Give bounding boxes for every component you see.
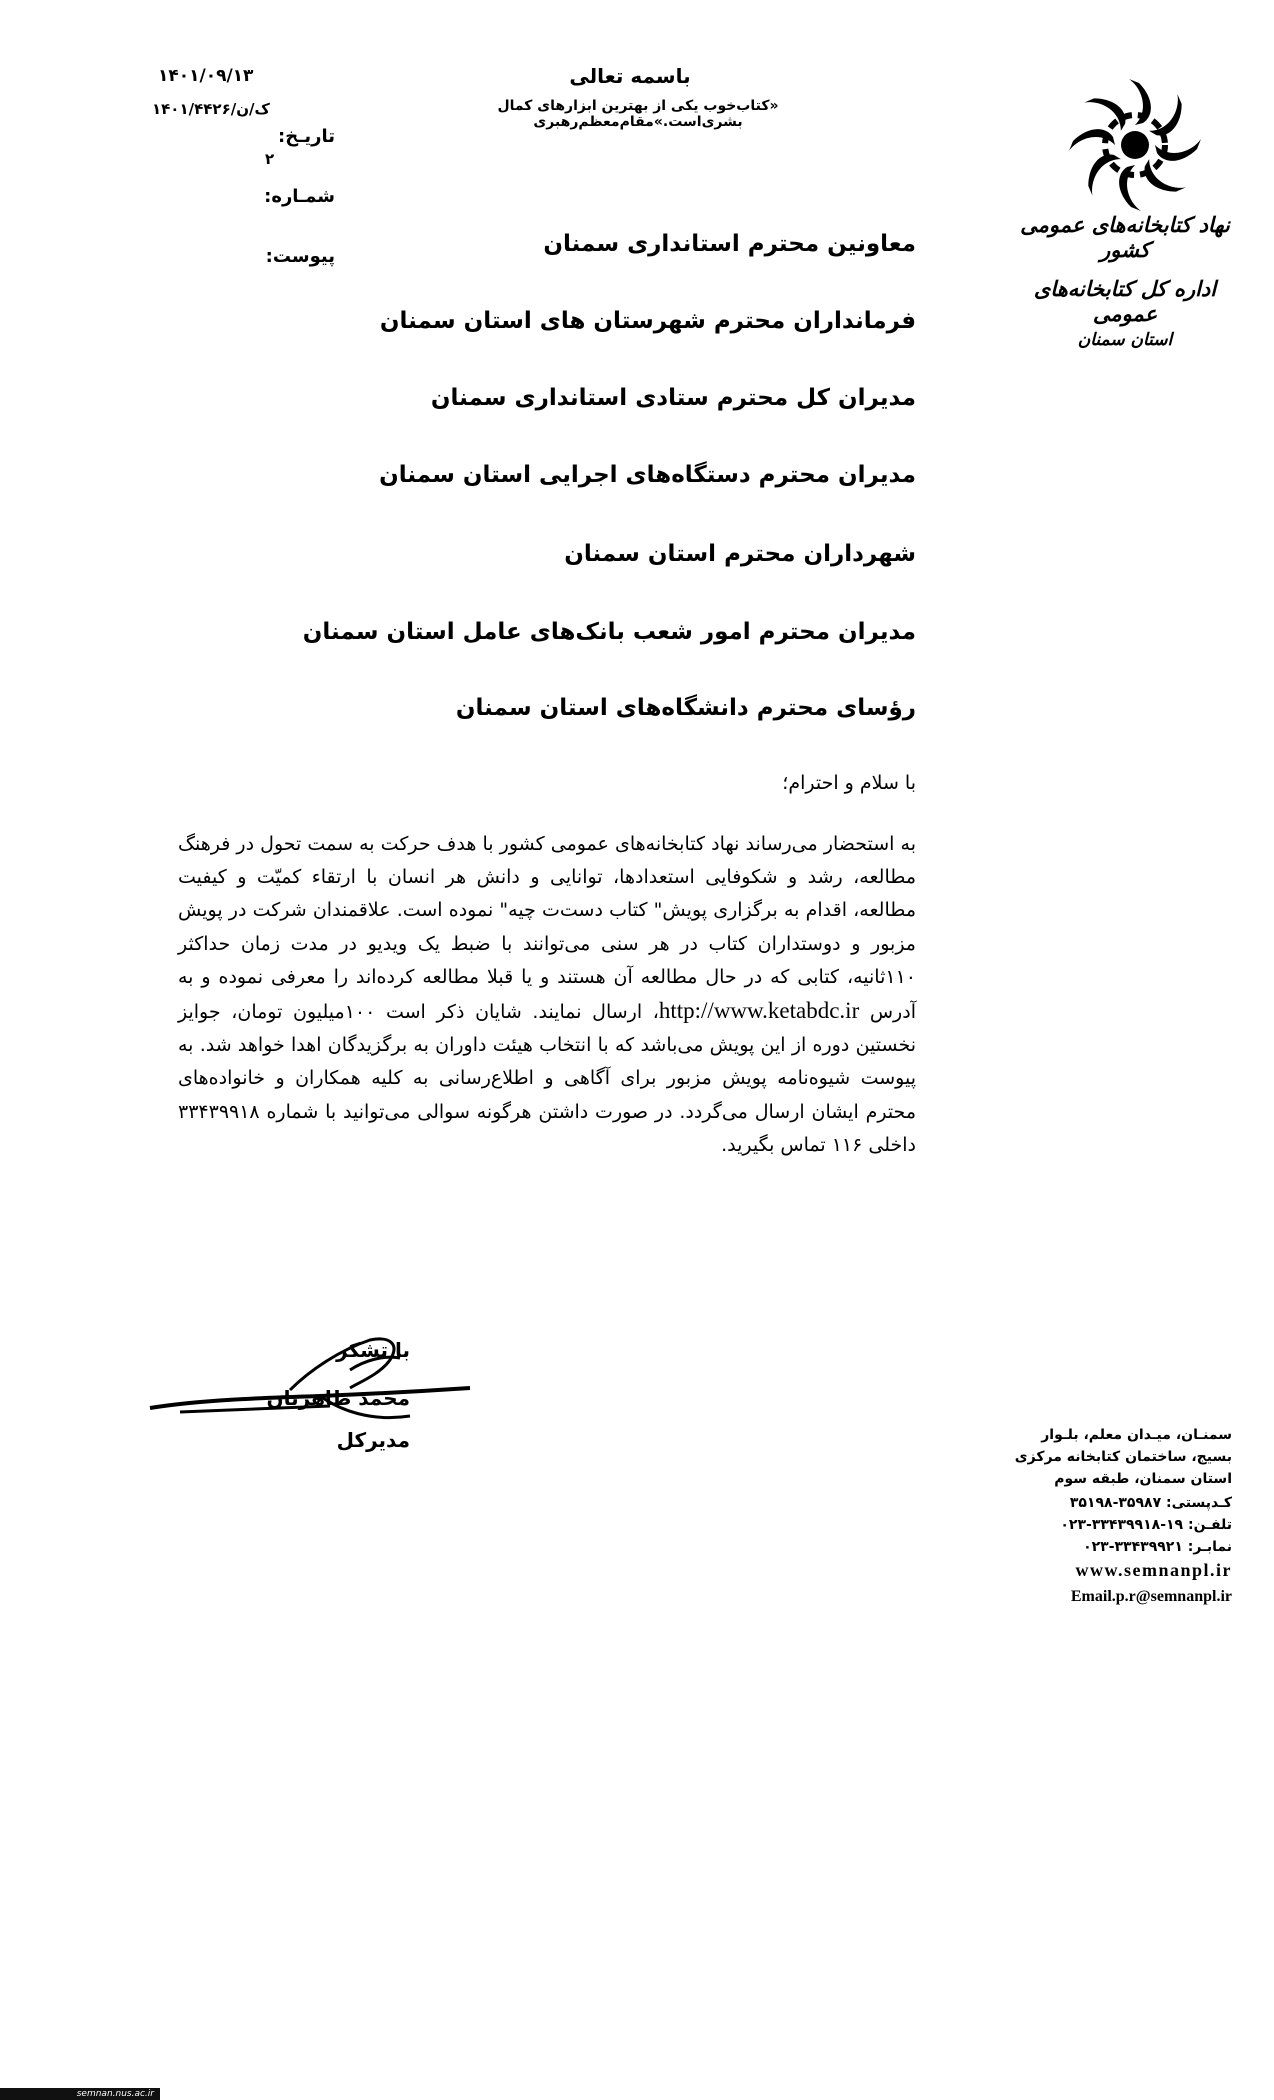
attachment-count: ۲ (265, 150, 275, 168)
date-label: تاریـخ: (278, 126, 335, 147)
recipient-line: معاونین محترم استانداری سمنان (543, 231, 916, 257)
recipient-line: فرمانداران محترم شهرستان های استان سمنان (379, 308, 916, 334)
greeting: با سلام و احترام؛ (782, 772, 916, 794)
fax-number: نمابـر: ۳۳۴۳۹۹۲۱-۰۲۳ (1083, 1539, 1232, 1555)
signer-title: مدیرکل (336, 1428, 410, 1452)
address-line: بسیج، ساختمان کتابخانه مرکزی (1014, 1449, 1232, 1465)
org-province: استان سمنان (1077, 330, 1173, 350)
body-text-part1: به استحضار می‌رساند نهاد کتابخانه‌های عمومی کشور با هدف حرکت به سمت تحول در فرهنگ مطالعه، رشد و شکوفایی استعدادها، توانایی و دانش هر انسان با ارتقاء کمیّت و کیفیت مطالعه، اقدام به برگزاری پویش" کتاب دست‌ت چیه" نموده است. علاقمندان شرکت در پویش مزبور و دوستداران کتاب در هر سنی می‌توانند با ضبط یک ویدیو در مدت زمان حداکثر ۱۱۰ثانیه، کتابی که در حال مطالعه آن هستند و یا قبلا مطالعه کرده‌اند را معرفی نموده و به آدرس (178, 833, 916, 1024)
footer-source: semnan.nus.ac.ir (0, 2088, 160, 2100)
signer-name: محمد طاهریان (266, 1386, 410, 1410)
closing-thanks: با تشکر (336, 1338, 410, 1362)
leader-quote: «کتاب‌خوب یکی از بهترین ابزارهای کمال بشری‌است.»مقام‌معظم‌رهبری (497, 98, 779, 130)
recipient-line: شهرداران محترم استان سمنان (564, 541, 916, 567)
recipient-line: رؤسای محترم دانشگاه‌های استان سمنان (455, 695, 916, 721)
attachment-label: پیوست: (265, 246, 335, 267)
letter-number-value: ۱۴۰۱/۴۴۲۶/ک/ن (152, 100, 270, 118)
recipient-line: مدیران محترم دستگاه‌های اجرایی استان سمنان (379, 462, 916, 488)
address-line: استان سمنان، طبقه سوم (1054, 1471, 1232, 1487)
postal-code: کـدپستی: ۳۵۹۸۷-۳۵۱۹۸ (1069, 1495, 1232, 1511)
bismillah-heading: باسمه تعالی (569, 64, 691, 88)
number-label: شمـاره: (264, 186, 335, 207)
org-department: اداره کل کتابخانه‌های عمومی (1033, 276, 1217, 326)
website-link[interactable]: http://www.ketabdc.ir (658, 998, 860, 1024)
website-address[interactable]: www.semnanpl.ir (1075, 1560, 1232, 1580)
phone-number: تلفـن: ۱۹-۳۳۴۳۹۹۱۸-۰۲۳ (1060, 1517, 1232, 1533)
date-value: ۱۴۰۱/۰۹/۱۳ (158, 66, 254, 86)
handwritten-signature (140, 1330, 490, 1440)
email-address[interactable]: Email.p.r@semnanpl.ir (1070, 1588, 1232, 1605)
recipient-line: مدیران کل محترم ستادی استانداری سمنان (430, 385, 916, 411)
org-name: نهاد کتابخانه‌های عمومی کشور (1020, 212, 1230, 262)
letter-body (178, 828, 916, 1162)
body-text-part2: ، ارسال نمایند. شایان ذکر است ۱۰۰میلیون تومان، جوایز نخستین دوره از این پویش می‌باشد که با انتخاب هیئت داوران به برگزیدگان اهدا خواهد شد. به پیوست شیوه‌نامه پویش مزبور برای آگاهی و اطلاع‌رسانی به کلیه همکاران و خانواده‌های محترم ایشان ارسال می‌گردد. در صورت داشتن هرگونه سوالی می‌توانید با شماره ۳۳۴۳۹۹۱۸ داخلی ۱۱۶ تماس بگیرید. (178, 1001, 916, 1156)
recipient-line: مدیران محترم امور شعب بانک‌های عامل استان سمنان (302, 619, 916, 645)
library-logo (1055, 70, 1215, 220)
address-line: سمنـان، میـدان معلم، بلـوار (1041, 1427, 1232, 1443)
